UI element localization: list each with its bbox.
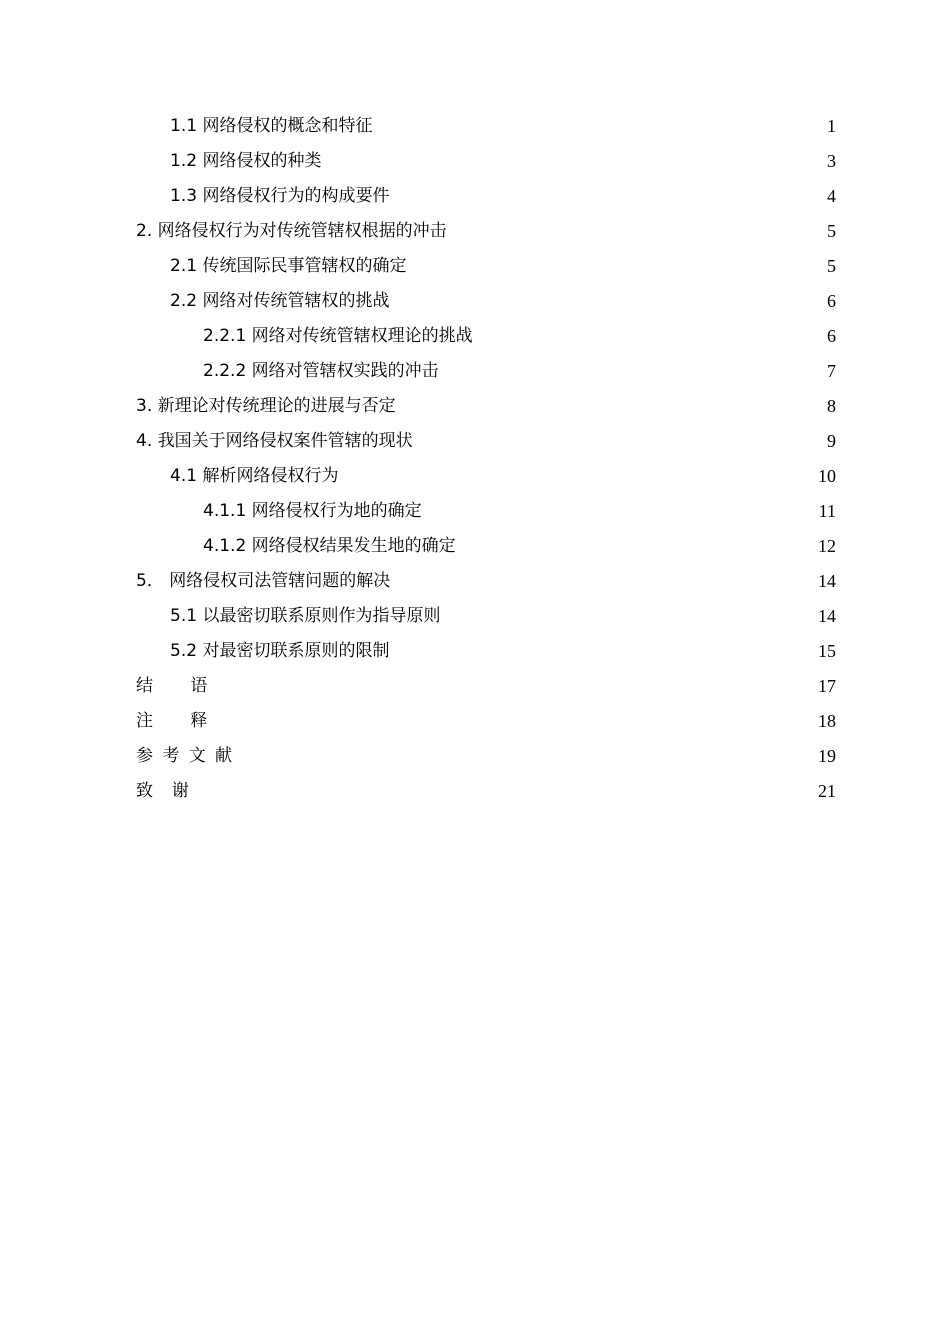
toc-entry-page: 8 [827, 396, 836, 416]
toc-entry-title: 5.1 以最密切联系原则作为指导原则 [170, 606, 441, 626]
toc-entry-page: 4 [827, 186, 836, 206]
toc-entry-page: 7 [827, 361, 836, 381]
toc-entry-title: 4.1 解析网络侵权行为 [170, 466, 339, 486]
toc-entry-page: 6 [827, 326, 836, 346]
toc-entry-title: 5.2 对最密切联系原则的限制 [170, 641, 390, 661]
toc-entry-2-1[interactable] [136, 249, 836, 284]
toc-entry-page: 5 [827, 256, 836, 276]
toc-entry-notes[interactable] [136, 704, 836, 739]
toc-entry-2[interactable] [136, 214, 836, 249]
toc-entry-4-1[interactable] [136, 459, 836, 494]
toc-entry-3[interactable] [136, 389, 836, 424]
toc-entry-1-1[interactable] [136, 109, 836, 144]
toc-entry-2-2-1[interactable] [136, 319, 836, 354]
toc-entry-title: 2.2.2 网络对管辖权实践的冲击 [203, 361, 439, 381]
toc-entry-page: 1 [827, 116, 836, 136]
toc-entry-page: 15 [818, 641, 836, 661]
toc-entry-4-1-1[interactable] [136, 494, 836, 529]
toc-entry-4[interactable] [136, 424, 836, 459]
toc-entry-title: 4. 我国关于网络侵权案件管辖的现状 [136, 431, 413, 451]
toc-entry-title: 2. 网络侵权行为对传统管辖权根据的冲击 [136, 221, 447, 241]
toc-entry-title: 致谢 [136, 781, 208, 801]
toc-entry-page: 10 [818, 466, 836, 486]
toc-entry-title: 5． 网络侵权司法管辖问题的解决 [136, 571, 391, 591]
toc-entry-5[interactable] [136, 564, 836, 599]
toc-entry-title: 1.2 网络侵权的种类 [170, 151, 322, 171]
toc-entry-page: 11 [818, 501, 836, 521]
toc-entry-title: 4.1.1 网络侵权行为地的确定 [203, 501, 422, 521]
toc-entry-1-2[interactable] [136, 144, 836, 179]
toc-entry-conclusion[interactable] [136, 669, 836, 704]
toc-entry-acknowledgements[interactable] [136, 774, 836, 809]
toc-entry-1-3[interactable] [136, 179, 836, 214]
toc-entry-title: 1.1 网络侵权的概念和特征 [170, 116, 373, 136]
toc-entry-title: 参考文献 [136, 746, 242, 766]
toc-entry-page: 5 [827, 221, 836, 241]
toc-entry-title: 2.2.1 网络对传统管辖权理论的挑战 [203, 326, 473, 346]
toc-entry-2-2[interactable] [136, 284, 836, 319]
toc-entry-2-2-2[interactable] [136, 354, 836, 389]
toc-entry-page: 6 [827, 291, 836, 311]
toc-entry-page: 14 [818, 571, 836, 591]
toc-entry-title: 2.2 网络对传统管辖权的挑战 [170, 291, 390, 311]
toc-entry-page: 9 [827, 431, 836, 451]
toc-entry-page: 17 [818, 676, 836, 696]
toc-entry-page: 3 [827, 151, 836, 171]
toc-entry-title: 4.1.2 网络侵权结果发生地的确定 [203, 536, 456, 556]
toc-entry-page: 19 [818, 746, 836, 766]
toc-entry-page: 14 [818, 606, 836, 626]
toc-entry-page: 21 [818, 781, 836, 801]
toc-entry-title: 3. 新理论对传统理论的进展与否定 [136, 396, 396, 416]
table-of-contents [136, 109, 836, 809]
toc-entry-references[interactable] [136, 739, 836, 774]
toc-entry-5-2[interactable] [136, 634, 836, 669]
toc-entry-page: 18 [818, 711, 836, 731]
toc-entry-title: 结语 [136, 676, 245, 696]
toc-entry-title: 2.1 传统国际民事管辖权的确定 [170, 256, 407, 276]
toc-entry-title: 1.3 网络侵权行为的构成要件 [170, 186, 390, 206]
toc-entry-5-1[interactable] [136, 599, 836, 634]
toc-entry-page: 12 [818, 536, 836, 556]
toc-entry-4-1-2[interactable] [136, 529, 836, 564]
toc-entry-title: 注释 [136, 711, 245, 731]
